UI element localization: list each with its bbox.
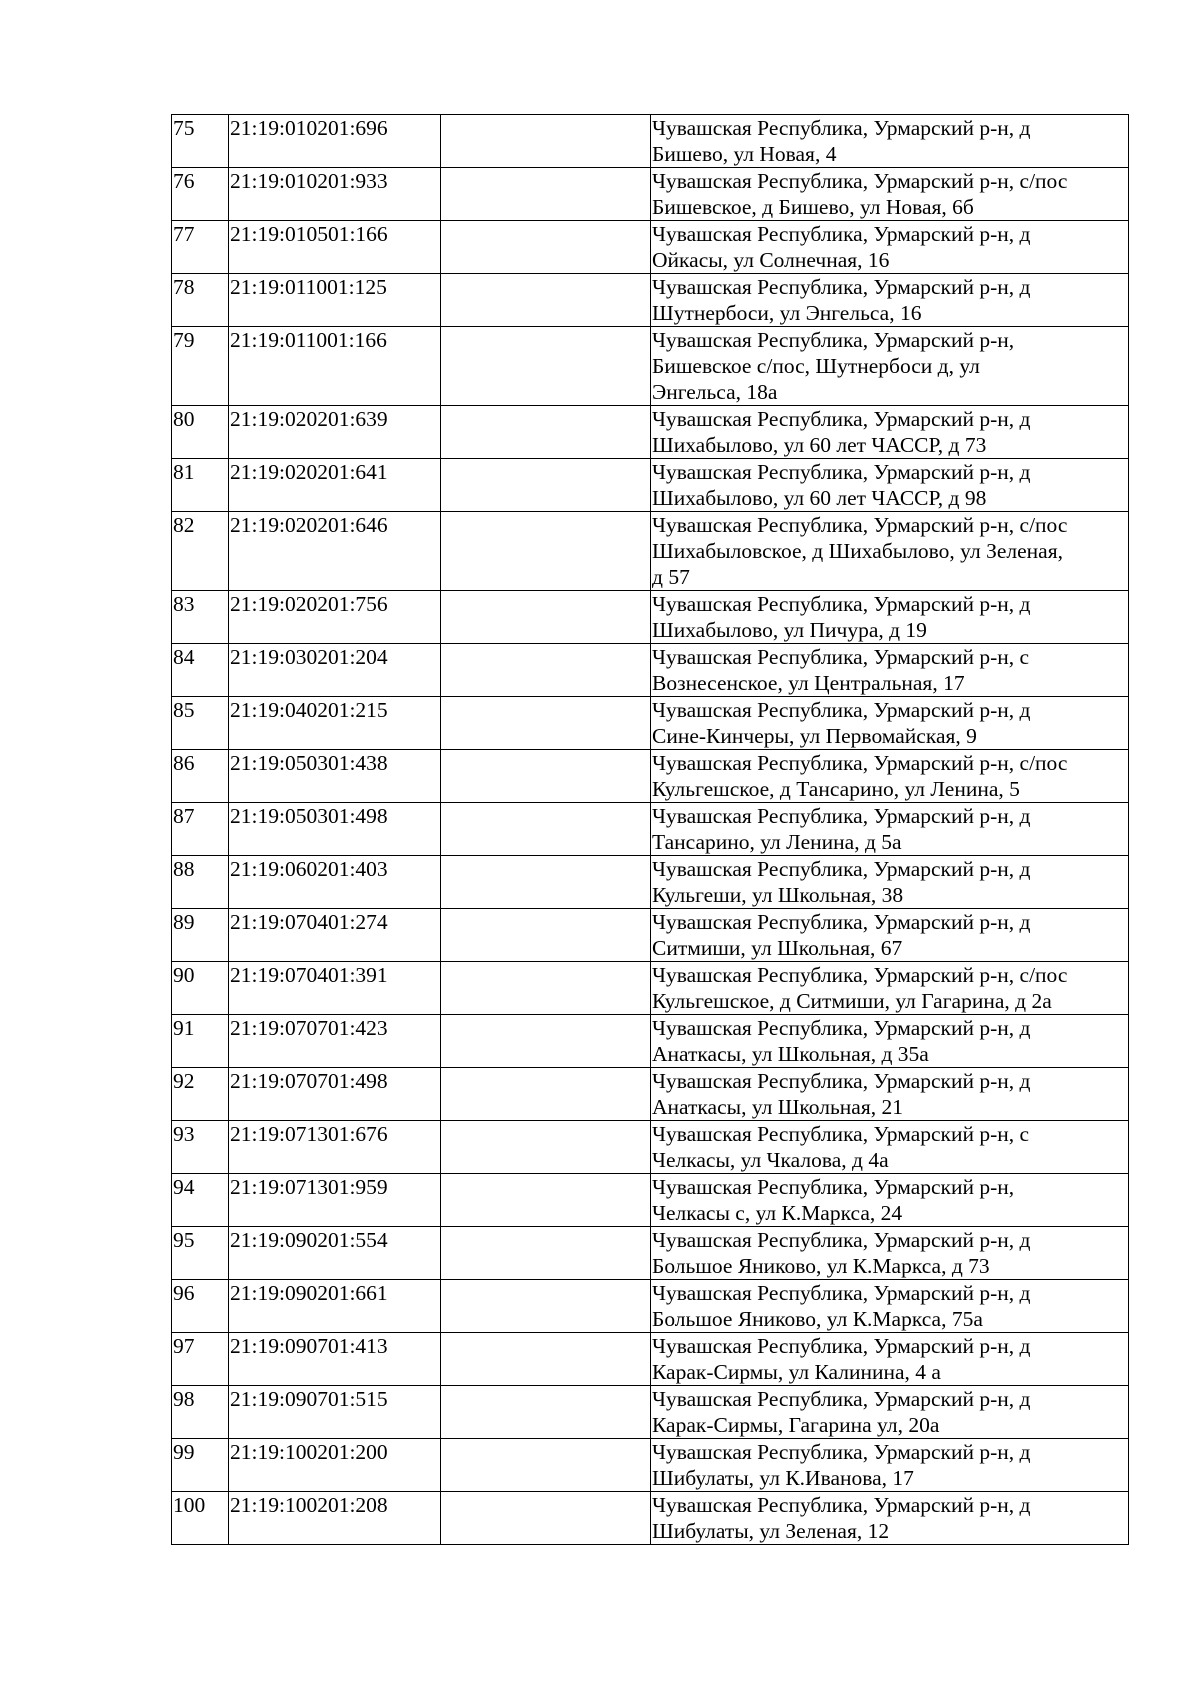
empty-cell (441, 1015, 651, 1068)
empty-cell (441, 1492, 651, 1545)
cadastral-number-cell: 21:19:010201:696 (229, 115, 441, 168)
table-row (172, 406, 1129, 459)
address-cell: Чувашская Республика, Урмарский р-н, д Шибулаты, ул К.Иванова, 17 (651, 1439, 1129, 1492)
row-number-cell: 87 (172, 803, 229, 856)
row-number-cell: 86 (172, 750, 229, 803)
cadastral-number-cell: 21:19:020201:646 (229, 512, 441, 591)
address-cell: Чувашская Республика, Урмарский р-н, д Шутнербоси, ул Энгельса, 16 (651, 274, 1129, 327)
address-cell: Чувашская Республика, Урмарский р-н, д Кульгеши, ул Школьная, 38 (651, 856, 1129, 909)
table-row (172, 962, 1129, 1015)
cadastral-number-cell: 21:19:100201:208 (229, 1492, 441, 1545)
row-number-cell: 80 (172, 406, 229, 459)
cadastral-number-cell: 21:19:010201:933 (229, 168, 441, 221)
row-number-cell: 83 (172, 591, 229, 644)
cadastral-number-cell: 21:19:090701:515 (229, 1386, 441, 1439)
cadastral-number-cell: 21:19:020201:641 (229, 459, 441, 512)
property-table (171, 114, 1129, 1545)
address-cell: Чувашская Республика, Урмарский р-н, с/пос Кульгешское, д Тансарино, ул Ленина, 5 (651, 750, 1129, 803)
table-row (172, 1015, 1129, 1068)
table-row (172, 1439, 1129, 1492)
address-cell: Чувашская Республика, Урмарский р-н, д Тансарино, ул Ленина, д 5а (651, 803, 1129, 856)
table-row (172, 909, 1129, 962)
address-cell: Чувашская Республика, Урмарский р-н, д Шихабылово, ул 60 лет ЧАССР, д 73 (651, 406, 1129, 459)
empty-cell (441, 327, 651, 406)
address-cell: Чувашская Республика, Урмарский р-н, д Шихабылово, ул 60 лет ЧАССР, д 98 (651, 459, 1129, 512)
cadastral-number-cell: 21:19:020201:639 (229, 406, 441, 459)
row-number-cell: 85 (172, 697, 229, 750)
row-number-cell: 84 (172, 644, 229, 697)
empty-cell (441, 803, 651, 856)
row-number-cell: 90 (172, 962, 229, 1015)
address-cell: Чувашская Республика, Урмарский р-н, Челкасы с, ул К.Маркса, 24 (651, 1174, 1129, 1227)
address-cell: Чувашская Республика, Урмарский р-н, с/пос Шихабыловское, д Шихабылово, ул Зеленая, д 57 (651, 512, 1129, 591)
table-row (172, 856, 1129, 909)
cadastral-number-cell: 21:19:050301:498 (229, 803, 441, 856)
empty-cell (441, 909, 651, 962)
empty-cell (441, 750, 651, 803)
address-cell: Чувашская Республика, Урмарский р-н, д Карак-Сирмы, Гагарина ул, 20а (651, 1386, 1129, 1439)
row-number-cell: 92 (172, 1068, 229, 1121)
cadastral-number-cell: 21:19:011001:125 (229, 274, 441, 327)
cadastral-number-cell: 21:19:071301:676 (229, 1121, 441, 1174)
cadastral-number-cell: 21:19:070401:391 (229, 962, 441, 1015)
table-row (172, 1121, 1129, 1174)
row-number-cell: 75 (172, 115, 229, 168)
address-cell: Чувашская Республика, Урмарский р-н, д Большое Яниково, ул К.Маркса, 75а (651, 1280, 1129, 1333)
table-row (172, 1068, 1129, 1121)
cadastral-number-cell: 21:19:100201:200 (229, 1439, 441, 1492)
table-row (172, 168, 1129, 221)
address-cell: Чувашская Республика, Урмарский р-н, д Карак-Сирмы, ул Калинина, 4 а (651, 1333, 1129, 1386)
table-row (172, 697, 1129, 750)
empty-cell (441, 115, 651, 168)
row-number-cell: 99 (172, 1439, 229, 1492)
table-row (172, 327, 1129, 406)
empty-cell (441, 1121, 651, 1174)
empty-cell (441, 512, 651, 591)
cadastral-number-cell: 21:19:071301:959 (229, 1174, 441, 1227)
empty-cell (441, 591, 651, 644)
cadastral-number-cell: 21:19:070701:423 (229, 1015, 441, 1068)
row-number-cell: 93 (172, 1121, 229, 1174)
row-number-cell: 97 (172, 1333, 229, 1386)
empty-cell (441, 459, 651, 512)
cadastral-number-cell: 21:19:090201:554 (229, 1227, 441, 1280)
cadastral-number-cell: 21:19:040201:215 (229, 697, 441, 750)
row-number-cell: 95 (172, 1227, 229, 1280)
table-row (172, 459, 1129, 512)
cadastral-number-cell: 21:19:050301:438 (229, 750, 441, 803)
row-number-cell: 88 (172, 856, 229, 909)
table-row (172, 803, 1129, 856)
address-cell: Чувашская Республика, Урмарский р-н, д Шибулаты, ул Зеленая, 12 (651, 1492, 1129, 1545)
cadastral-number-cell: 21:19:060201:403 (229, 856, 441, 909)
address-cell: Чувашская Республика, Урмарский р-н, д Бишево, ул Новая, 4 (651, 115, 1129, 168)
table-row (172, 115, 1129, 168)
address-cell: Чувашская Республика, Урмарский р-н, с/пос Бишевское, д Бишево, ул Новая, 6б (651, 168, 1129, 221)
empty-cell (441, 221, 651, 274)
address-cell: Чувашская Республика, Урмарский р-н, с/пос Кульгешское, д Ситмиши, ул Гагарина, д 2а (651, 962, 1129, 1015)
empty-cell (441, 1439, 651, 1492)
empty-cell (441, 1386, 651, 1439)
address-cell: Чувашская Республика, Урмарский р-н, с Челкасы, ул Чкалова, д 4а (651, 1121, 1129, 1174)
row-number-cell: 76 (172, 168, 229, 221)
table-row (172, 1174, 1129, 1227)
address-cell: Чувашская Республика, Урмарский р-н, д Анаткасы, ул Школьная, 21 (651, 1068, 1129, 1121)
row-number-cell: 81 (172, 459, 229, 512)
row-number-cell: 89 (172, 909, 229, 962)
row-number-cell: 100 (172, 1492, 229, 1545)
empty-cell (441, 1068, 651, 1121)
table-row (172, 274, 1129, 327)
table-row (172, 1280, 1129, 1333)
address-cell: Чувашская Республика, Урмарский р-н, д Анаткасы, ул Школьная, д 35а (651, 1015, 1129, 1068)
table-row (172, 644, 1129, 697)
cadastral-number-cell: 21:19:020201:756 (229, 591, 441, 644)
address-cell: Чувашская Республика, Урмарский р-н, д Шихабылово, ул Пичура, д 19 (651, 591, 1129, 644)
cadastral-number-cell: 21:19:090201:661 (229, 1280, 441, 1333)
empty-cell (441, 962, 651, 1015)
empty-cell (441, 406, 651, 459)
table-row (172, 221, 1129, 274)
empty-cell (441, 697, 651, 750)
empty-cell (441, 1174, 651, 1227)
cadastral-number-cell: 21:19:070401:274 (229, 909, 441, 962)
row-number-cell: 94 (172, 1174, 229, 1227)
empty-cell (441, 168, 651, 221)
row-number-cell: 91 (172, 1015, 229, 1068)
cadastral-number-cell: 21:19:090701:413 (229, 1333, 441, 1386)
table-row (172, 1333, 1129, 1386)
table-row (172, 1492, 1129, 1545)
empty-cell (441, 1333, 651, 1386)
cadastral-number-cell: 21:19:070701:498 (229, 1068, 441, 1121)
row-number-cell: 82 (172, 512, 229, 591)
row-number-cell: 79 (172, 327, 229, 406)
cadastral-number-cell: 21:19:011001:166 (229, 327, 441, 406)
empty-cell (441, 644, 651, 697)
empty-cell (441, 1280, 651, 1333)
table-row (172, 750, 1129, 803)
address-cell: Чувашская Республика, Урмарский р-н, д Большое Яниково, ул К.Маркса, д 73 (651, 1227, 1129, 1280)
table-row (172, 512, 1129, 591)
table-body (172, 115, 1129, 1545)
row-number-cell: 78 (172, 274, 229, 327)
address-cell: Чувашская Республика, Урмарский р-н, д Сине-Кинчеры, ул Первомайская, 9 (651, 697, 1129, 750)
cadastral-number-cell: 21:19:030201:204 (229, 644, 441, 697)
address-cell: Чувашская Республика, Урмарский р-н, Бишевское с/пос, Шутнербоси д, ул Энгельса, 18а (651, 327, 1129, 406)
empty-cell (441, 1227, 651, 1280)
table-row (172, 591, 1129, 644)
address-cell: Чувашская Республика, Урмарский р-н, д Ситмиши, ул Школьная, 67 (651, 909, 1129, 962)
address-cell: Чувашская Республика, Урмарский р-н, с Вознесенское, ул Центральная, 17 (651, 644, 1129, 697)
row-number-cell: 96 (172, 1280, 229, 1333)
empty-cell (441, 856, 651, 909)
row-number-cell: 98 (172, 1386, 229, 1439)
row-number-cell: 77 (172, 221, 229, 274)
table-row (172, 1386, 1129, 1439)
table-row (172, 1227, 1129, 1280)
address-cell: Чувашская Республика, Урмарский р-н, д Ойкасы, ул Солнечная, 16 (651, 221, 1129, 274)
cadastral-number-cell: 21:19:010501:166 (229, 221, 441, 274)
empty-cell (441, 274, 651, 327)
